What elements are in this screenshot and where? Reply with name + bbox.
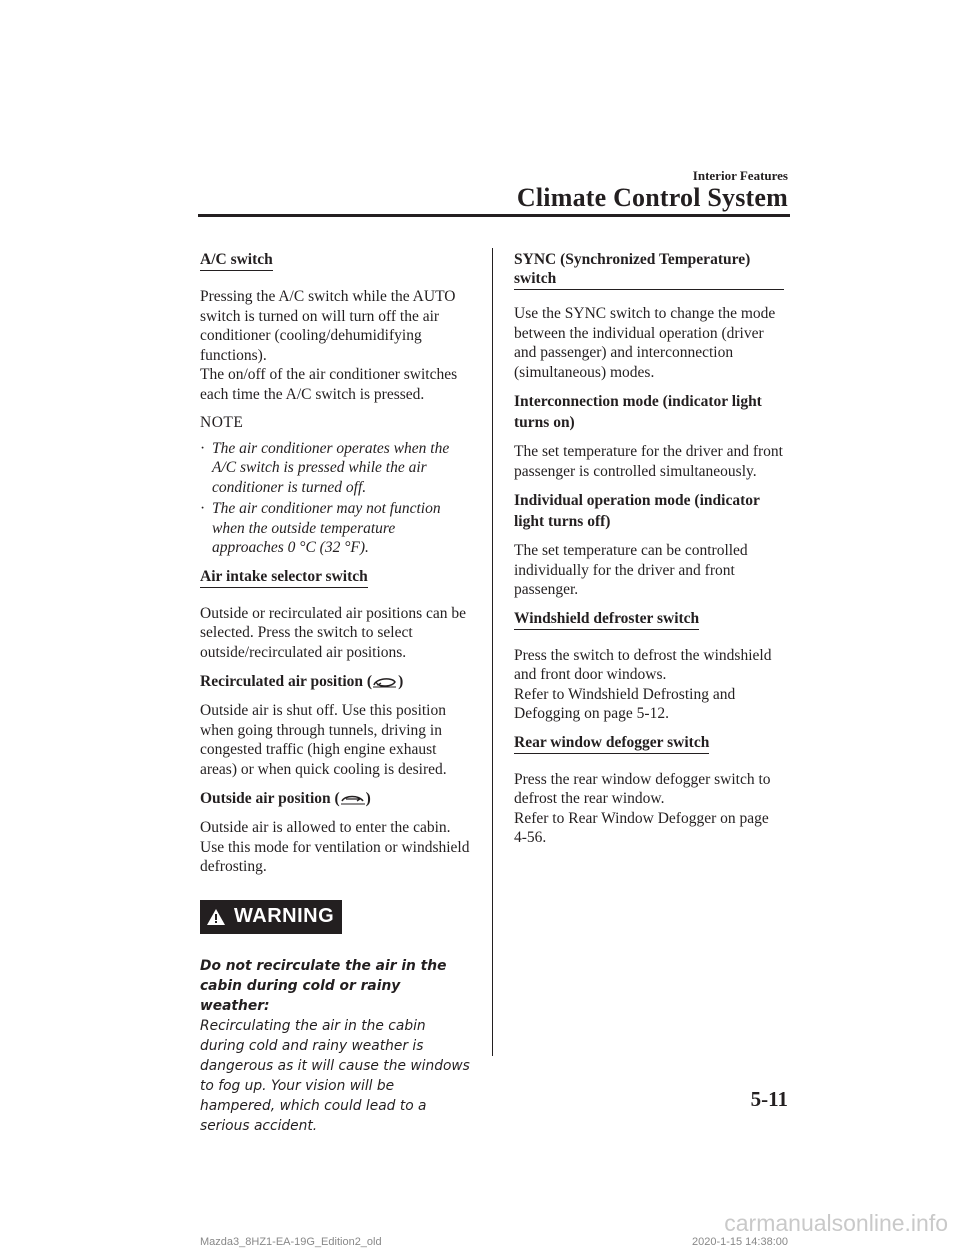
footer-left: Mazda3_8HZ1-EA-19G_Edition2_old [200,1236,382,1248]
note-item: · The air conditioner may not function when the outside temperature approaches 0 °C (32 °F). [200,500,441,556]
sync-switch-heading: SYNC (Synchronized Temperature) switch [514,250,784,290]
ac-switch-text-2: The on/off of the air conditioner switches each time the A/C switch is pressed. [200,366,458,403]
windshield-defroster-heading: Windshield defroster switch [514,609,699,630]
warning-text: Recirculating the air in the cabin during cold and rainy weather is dangerous as it will cause the windows to fog up. Your vision will be hampered, which could lead to a serious accident. [200,1017,470,1134]
air-intake-text: Outside or recirculated air positions can be selected. Press the switch to select outside/recirculated air positions. [200,604,466,661]
column-divider [492,248,493,1056]
rear-defogger-text: Press the rear window defogger switch to defrost the rear window. [514,770,771,807]
sync-switch-text: Use the SYNC switch to change the mode between the individual operation (driver and passenger) and interconnection (simultaneous) modes. [514,305,776,381]
individual-mode-text: The set temperature can be controlled individually for the driver and front passenger. [514,542,748,598]
outside-air-heading: Outside air position ( ) [200,790,371,807]
individual-mode-heading: Individual operation mode (indicator light turns off) [514,492,760,530]
warning-badge: WARNING [200,900,342,934]
right-column [514,250,784,857]
warning-icon [206,908,226,926]
rear-defogger-heading: Rear window defogger switch [514,733,709,754]
footer-right: 2020-1-15 14:38:00 [691,1236,788,1248]
watermark: carmanualsonline.info [724,1210,948,1236]
interconnection-mode-heading: Interconnection mode (indicator light turns on) [514,393,762,431]
recirculated-air-heading: Recirculated air position ( ) [200,673,404,690]
rear-defogger-ref: Refer to Rear Window Defogger on page 4-56. [514,809,769,846]
recirculated-air-text: Outside air is shut off. Use this position when going through tunnels, driving in congested traffic (high engine exhaust areas) or when quick cooling is desired. [200,702,447,778]
interconnection-mode-text: The set temperature for the driver and front passenger is controlled simultaneously. [514,443,783,480]
note-item: · The air conditioner operates when the A/C switch is pressed while the air conditioner is turned off. [200,439,450,496]
windshield-defroster-ref: Refer to Windshield Defrosting and Defogging on page 5-12. [514,685,736,722]
outside-air-icon [340,792,366,806]
recirculated-air-icon [372,675,398,689]
outside-air-text: Outside air is allowed to enter the cabin. Use this mode for ventilation or windshield defrosting. [200,819,470,875]
air-intake-heading: Air intake selector switch [200,567,368,588]
page-title: Climate Control System [516,183,788,212]
note-label: NOTE [200,414,244,431]
header-rule [198,214,790,217]
windshield-defroster-text: Press the switch to defrost the windshield and front door windows. [514,646,772,683]
header-section: Interior Features [692,168,788,183]
warning-bold-text: Do not recirculate the air in the cabin during cold or rainy weather: [200,957,447,1014]
page-number: 5-11 [750,1087,788,1111]
ac-switch-text: Pressing the A/C switch while the AUTO switch is turned on will turn off the air conditioner (cooling/dehumidifying functions). [200,288,456,364]
left-column [200,250,470,1136]
note-list [200,439,470,558]
ac-switch-heading: A/C switch [200,250,273,271]
